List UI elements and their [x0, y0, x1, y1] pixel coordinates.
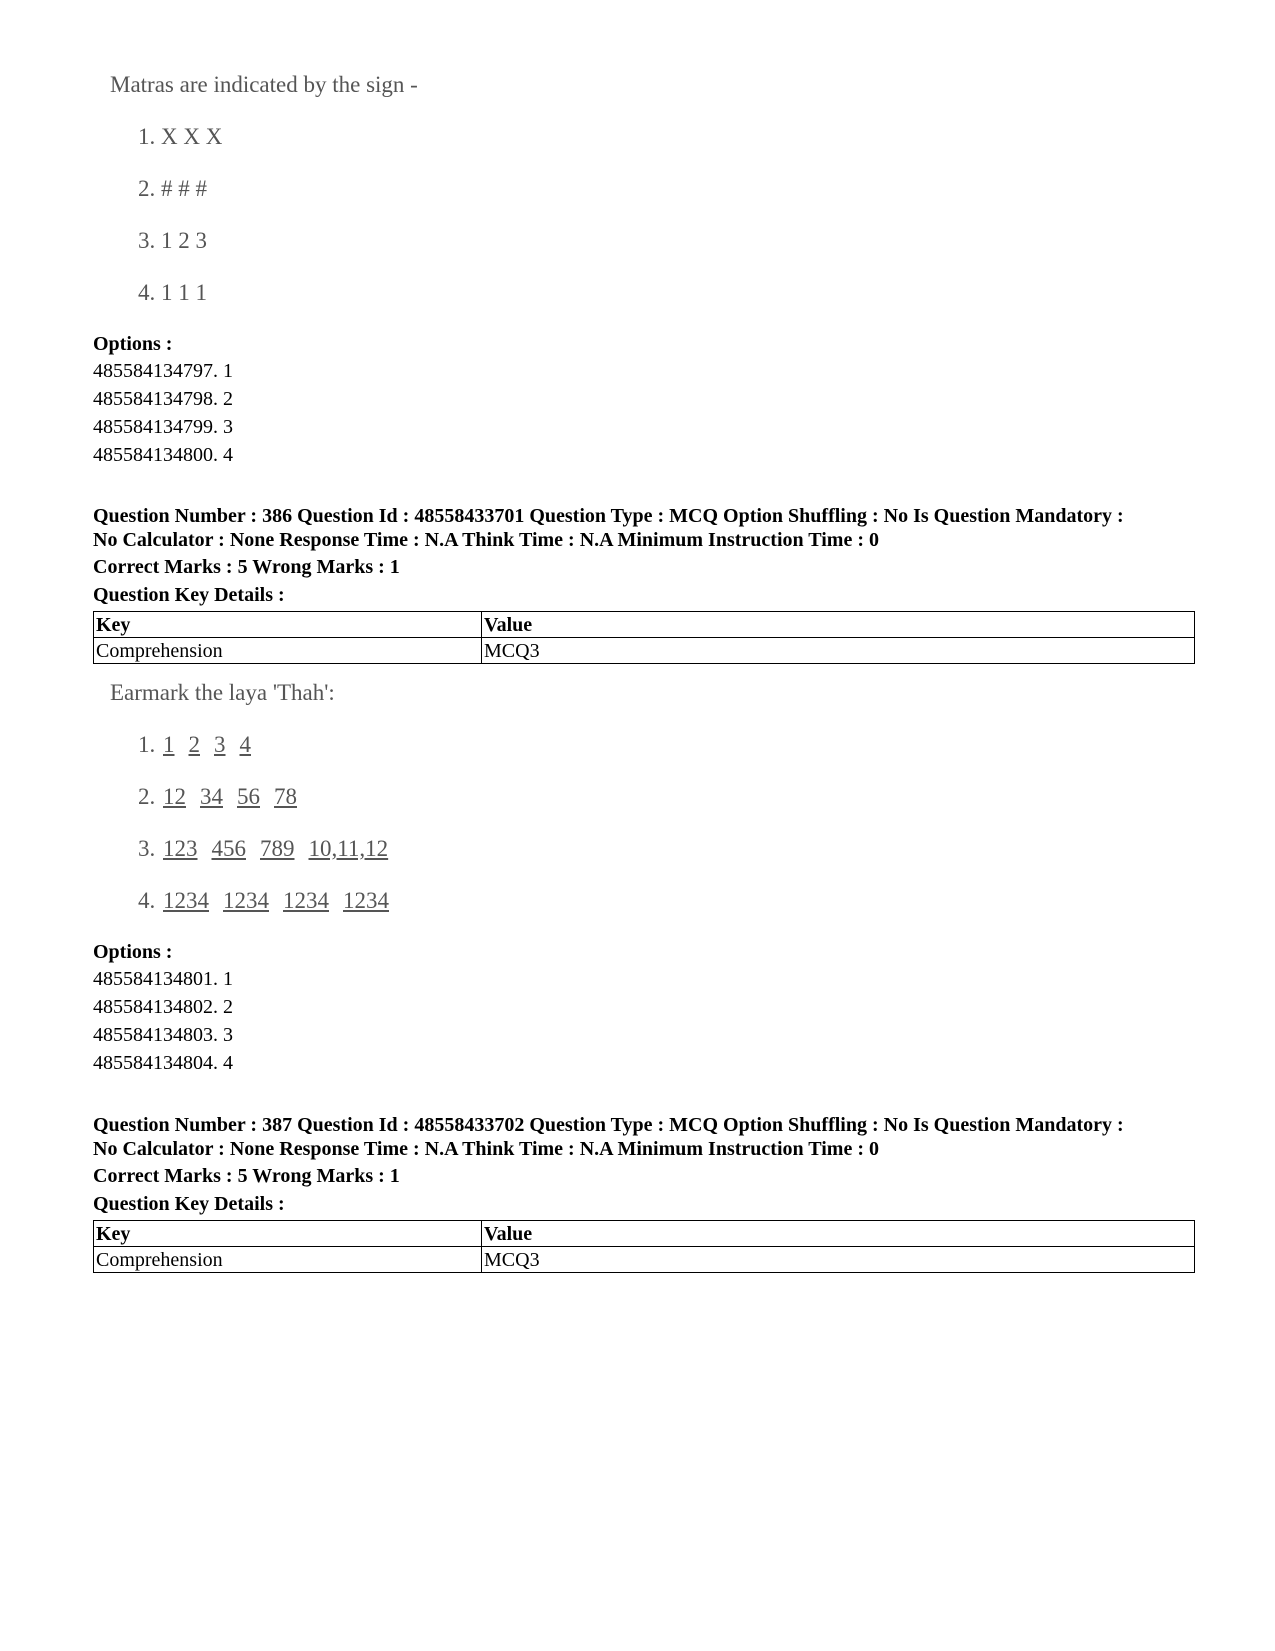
table-header-value: Value	[482, 1221, 1195, 1247]
question-386-meta: Question Number : 386 Question Id : 48558433701 Question Type : MCQ Option Shuffling : No Is Question Mandatory : No Calculator : None Response Time : N.A Think Time : N.A Minimum Instruction Time : 0	[93, 505, 1124, 551]
question-387-meta: Question Number : 387 Question Id : 48558433702 Question Type : MCQ Option Shuffling : No Is Question Mandatory : No Calculator : None Response Time : N.A Think Time : N.A Minimum Instruction Time : 0	[93, 1114, 1124, 1160]
image-option-3: 3. 123 456 789 10,11,12	[138, 836, 389, 861]
table-cell-value: MCQ3	[482, 638, 1195, 664]
image-option-3: 3. 1 2 3	[138, 228, 207, 253]
option-item: 485584134798. 2	[93, 388, 233, 410]
options-label: Options :	[93, 333, 173, 355]
table-row	[94, 638, 1195, 664]
table-cell-key: Comprehension	[94, 1247, 482, 1273]
table-header-value: Value	[482, 612, 1195, 638]
question-stem: Matras are indicated by the sign -	[110, 72, 418, 97]
marks-line: Correct Marks : 5 Wrong Marks : 1	[93, 556, 400, 578]
image-option-4: 4. 1 1 1	[138, 280, 207, 305]
table-cell-value: MCQ3	[482, 1247, 1195, 1273]
option-item: 485584134800. 4	[93, 444, 233, 466]
table-header-key: Key	[94, 1221, 482, 1247]
option-item: 485584134797. 1	[93, 360, 233, 382]
marks-line: Correct Marks : 5 Wrong Marks : 1	[93, 1165, 400, 1187]
key-details-label: Question Key Details :	[93, 584, 285, 606]
option-item: 485584134803. 3	[93, 1024, 233, 1046]
image-option-4: 4. 1234 1234 1234 1234	[138, 888, 389, 913]
table-row	[94, 1247, 1195, 1273]
option-item: 485584134799. 3	[93, 416, 233, 438]
image-option-2: 2. 12 34 56 78	[138, 784, 297, 809]
option-item: 485584134804. 4	[93, 1052, 233, 1074]
image-option-2: 2. # # #	[138, 176, 207, 201]
image-option-1: 1. 1 2 3 4	[138, 732, 251, 757]
question-387-key-table	[93, 1220, 1195, 1273]
table-cell-key: Comprehension	[94, 638, 482, 664]
table-header-row	[94, 1221, 1195, 1247]
question-385-image	[110, 72, 510, 312]
table-header-row	[94, 612, 1195, 638]
key-details-label: Question Key Details :	[93, 1193, 285, 1215]
image-option-1: 1. X X X	[138, 124, 223, 149]
question-386-key-table	[93, 611, 1195, 664]
question-stem: Earmark the laya 'Thah':	[110, 680, 335, 705]
option-item: 485584134802. 2	[93, 996, 233, 1018]
table-header-key: Key	[94, 612, 482, 638]
option-item: 485584134801. 1	[93, 968, 233, 990]
options-label: Options :	[93, 941, 173, 963]
question-386-image	[110, 680, 530, 920]
